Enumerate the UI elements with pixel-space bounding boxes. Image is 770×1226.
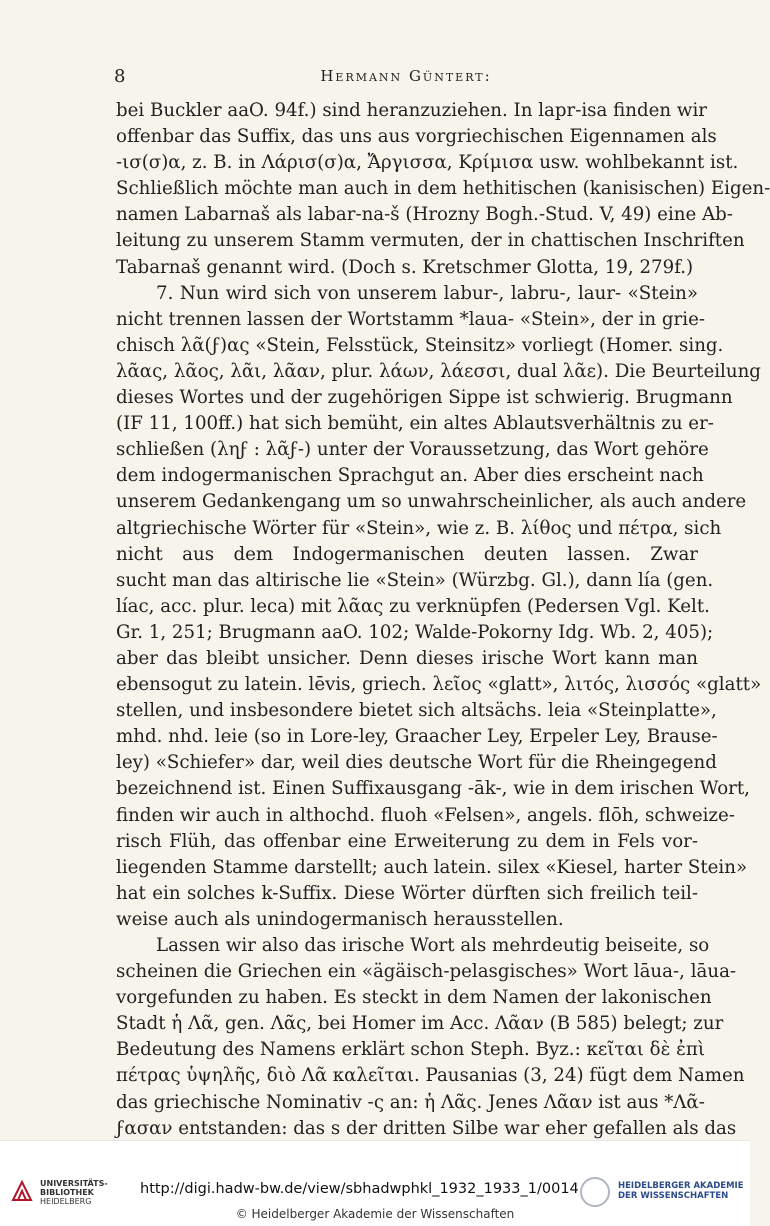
text-line: hat ein solches k-Suffix. Diese Wörter dürften sich freilich teil- — [116, 882, 698, 904]
text-line: πέτρας ὑψηλῆς, διὸ Λᾶ καλεῖται. Pausanias (3, 24) fügt dem Namen — [116, 1065, 745, 1087]
text-line: Bedeutung des Namens erklärt schon Steph. Byz.: κεῖται δὲ ἐπὶ — [116, 1039, 705, 1061]
text-line: sucht man das altirische lie «Stein» (Würzbg. Gl.), dann lía (gen. — [116, 569, 714, 591]
text-line: schließen (ληϝ : λᾶϝ-) unter der Voraussetzung, das Wort gehöre — [116, 439, 709, 461]
text-line: ϝασαν entstanden: das s der dritten Silbe war eher gefallen als das — [116, 1117, 737, 1139]
text-line: bezeichnend ist. Einen Suffixausgang -āk-, wie in dem irischen Wort, — [116, 778, 750, 800]
text-line: Lassen wir also das irische Wort als mehrdeutig beiseite, so — [156, 935, 710, 956]
source-url[interactable]: http://digi.hadw-bw.de/view/sbhadwphkl_1932_1933_1/0014 — [140, 1181, 579, 1197]
text-line: weise auch als unindogermanisch herausstellen. — [116, 908, 564, 930]
text-line: finden wir auch in althochd. fluoh «Felsen», angels. flōh, schweize- — [116, 804, 735, 826]
text-line: (IF 11, 100ff.) hat sich bemüht, ein altes Ablautsverhältnis zu er- — [116, 413, 714, 435]
text-line: dem indogermanischen Sprachgut an. Aber dies erscheint nach — [116, 465, 704, 487]
text-line: das griechische Nominativ -ς an: ἡ Λᾶς. Jenes Λᾶαν ist aus *Λᾶ- — [116, 1091, 705, 1113]
copyright-notice: © Heidelberger Akademie der Wissenschaften — [235, 1207, 515, 1221]
text-line: mhd. nhd. leie (so in Lore-ley, Graacher Ley, Erpeler Ley, Brause- — [116, 726, 718, 748]
text-line: aber das bleibt unsicher. Denn dieses irische Wort kann man — [116, 647, 698, 669]
university-library-text: UNIVERSITÄTS- BIBLIOTHEK HEIDELBERG — [40, 1179, 108, 1206]
text-line: namen Labarnaš als labar-na-š (Hrozny Bogh.-Stud. V, 49) eine Ab- — [116, 204, 733, 226]
running-title: Hermann Güntert: — [320, 67, 492, 85]
body-text — [116, 98, 770, 1142]
university-library-logo-icon — [10, 1179, 34, 1203]
text-line: scheinen die Griechen ein «ägäisch-pelasgisches» Wort lāua-, lāua- — [116, 961, 737, 983]
text-line: λᾶας, λᾶος, λᾶι, λᾶαν, plur. λάων, λάεσσι, dual λᾶε). Die Beurteilung — [116, 360, 761, 382]
text-line: nicht aus dem Indogermanischen deuten lassen. Zwar — [116, 543, 698, 565]
page-footer — [0, 1140, 750, 1226]
text-line: risch Flüh, das offenbar eine Erweiterung zu dem in Fels vor- — [116, 830, 698, 852]
text-line: ebensogut zu latein. lēvis, griech. λεῖος «glatt», λιτός, λισσός «glatt» — [116, 674, 762, 696]
text-line: dieses Wortes und der zugehörigen Sippe ist schwierig. Brugmann — [116, 387, 733, 409]
text-line: Schließlich möchte man auch in dem hethitischen (kanisischen) Eigen- — [116, 178, 770, 200]
text-line: stellen, und insbesondere bietet sich altsächs. leia «Steinplatte», — [116, 700, 717, 722]
academy-seal-icon — [580, 1177, 610, 1207]
text-line: offenbar das Suffix, das uns aus vorgriechischen Eigennamen als — [116, 126, 717, 148]
page-number: 8 — [114, 66, 126, 87]
text-line: vorgefunden zu haben. Es steckt in dem Namen der lakonischen — [116, 987, 712, 1009]
text-line: leitung zu unserem Stamm vermuten, der in chattischen Inschriften — [116, 230, 745, 252]
page-header — [114, 66, 698, 92]
text-line: liegenden Stamme darstellt; auch latein. silex «Kiesel, harter Stein» — [116, 856, 748, 878]
text-line: Gr. 1, 251; Brugmann aaO. 102; Walde-Pokorny Idg. Wb. 2, 405); — [116, 621, 714, 643]
academy-name: HEIDELBERGER AKADEMIE DER WISSENSCHAFTEN — [618, 1181, 744, 1201]
text-line: nicht trennen lassen der Wortstamm *laua- «Stein», der in grie- — [116, 308, 705, 330]
text-line: ley) «Schiefer» dar, weil dies deutsche Wort für die Rheingegend — [116, 752, 717, 774]
text-line: -ισ(σ)α, z. B. in Λάρισ(σ)α, Ἄργισσα, Κρίμισα usw. wohlbekannt ist. — [116, 152, 739, 174]
text-line: altgriechische Wörter für «Stein», wie z. B. λίθος und πέτρα, sich — [116, 517, 722, 539]
text-line: líac, acc. plur. leca) mit λᾶας zu verknüpfen (Pedersen Vgl. Kelt. — [116, 595, 710, 617]
text-line: bei Buckler aaO. 94f.) sind heranzuziehen. In lapr-isa finden wir — [116, 100, 707, 121]
text-line: unserem Gedankengang um so unwahrscheinlicher, als auch andere — [116, 491, 747, 513]
text-line: Stadt ἡ Λᾶ, gen. Λᾶς, bei Homer im Acc. Λᾶαν (B 585) belegt; zur — [116, 1013, 724, 1035]
text-line: chisch λᾶ(ϝ)ας «Stein, Felsstück, Steinsitz» vorliegt (Homer. sing. — [116, 334, 724, 356]
text-line: Tabarnaš genannt wird. (Doch s. Kretschmer Glotta, 19, 279f.) — [116, 256, 694, 278]
text-line: 7. Nun wird sich von unserem labur-, labru-, laur- «Stein» — [156, 282, 698, 304]
